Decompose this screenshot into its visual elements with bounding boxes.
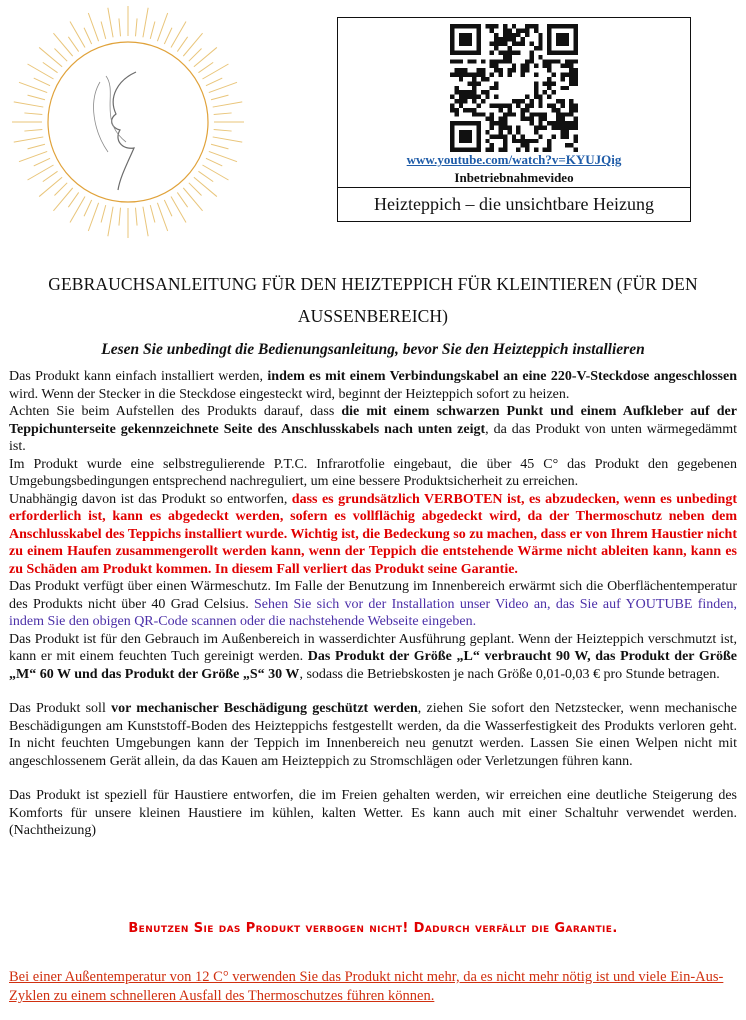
sun-ray bbox=[143, 207, 148, 237]
sun-ray bbox=[206, 158, 222, 166]
sun-ray bbox=[213, 102, 243, 107]
sun-ray bbox=[70, 22, 85, 48]
sun-ray bbox=[54, 48, 67, 61]
sun-ray bbox=[211, 144, 228, 149]
sun-ray bbox=[54, 183, 67, 196]
sun-ray bbox=[194, 177, 217, 196]
sun-ray bbox=[209, 82, 237, 92]
sun-ray bbox=[19, 82, 47, 92]
qr-center-logo bbox=[514, 80, 522, 95]
sun-ray bbox=[211, 95, 228, 100]
sun-ray bbox=[24, 129, 42, 131]
sun-ray bbox=[194, 47, 217, 66]
video-link[interactable]: www.youtube.com/watch?v=KYUJQig bbox=[406, 152, 622, 167]
sun-rays bbox=[12, 6, 244, 238]
sun-ray bbox=[119, 18, 121, 36]
sun-ray bbox=[53, 33, 72, 56]
emphasis: die mit einem schwarzen Punkt und einem Aufkleber auf der Teppichunterseite gekennzeichnete Seite des Anschlusskabels nach unten zeigt bbox=[9, 404, 737, 437]
sun-ray bbox=[88, 203, 98, 231]
sun-ray bbox=[177, 37, 187, 52]
sun-ray bbox=[14, 137, 44, 142]
sun-ray bbox=[189, 183, 202, 196]
sun-ray bbox=[70, 196, 85, 222]
sun-ray bbox=[28, 165, 54, 180]
sun-ray bbox=[108, 8, 113, 38]
text: , da das Produkt von unten wärmegedämmt ist. bbox=[9, 421, 737, 454]
video-hint: Sehen Sie sich vor der Installation unser Video an, das Sie auf YOUTUBE finden, indem Sie den obigen QR-Code scannen oder die nachstehende Webseite eingeben. bbox=[9, 596, 737, 629]
document-title-line-1: GEBRAUCHSANLEITUNG FÜR DEN HEIZTEPPICH FÜR KLEINTIEREN (FÜR DEN bbox=[48, 274, 698, 294]
document-title bbox=[10, 268, 736, 332]
sun-ray bbox=[150, 205, 155, 222]
text: , ziehen Sie sofort den Netzstecker, wenn mechanische Beschädigungen am Kunststoff-Boden des Heizteppichs festgestellt werden, da die Wasserfestigkeit des Produkts verloren geht. In nicht feuchten Umgebungen kann der Teppich im Innenbereich neu genutzt werden. Lassen Sie einen Welpen nicht mit angeschlossenem Gerät allein, da das Kauen am Heizteppich zu Stromschlägen oder Verletzungen führen kann. bbox=[9, 701, 737, 769]
sun-ray bbox=[24, 113, 42, 115]
document-subtitle: Lesen Sie unbedingt die Bedienungsanleitung, bevor Sie den Heizteppich installieren bbox=[101, 341, 645, 358]
text: Achten Sie beim Aufstellen des Produkts darauf, dass bbox=[9, 404, 342, 419]
temperature-note: Bei einer Außentemperatur von 12 C° verwenden Sie das Produkt nicht mehr, da es nicht mehr nötig ist und viele Ein-Aus-Zyklen zu einem schnelleren Ausfall des Thermoschutzes führen können. bbox=[9, 969, 724, 1004]
sun-ray bbox=[157, 13, 167, 41]
sun-ray bbox=[101, 22, 106, 39]
sun-ray bbox=[177, 192, 187, 207]
sun-ray bbox=[39, 177, 62, 196]
text: Das Produkt ist für den Gebrauch im Außenbereich in wasserdichter Ausführung geplant. Wenn der Heizteppich verschmutzt ist, kann er mit einem feuchten Tuch gereinigt werden. bbox=[9, 631, 737, 664]
warranty-warning: Benutzen Sie das Produkt verbogen nicht! Dadurch verfällt die Garantie. bbox=[128, 921, 618, 936]
logo-face-line bbox=[112, 72, 136, 190]
paragraph-outdoor bbox=[9, 631, 737, 684]
sun-ray bbox=[150, 22, 155, 39]
paragraph-ptc: Im Produkt wurde eine selbstregulierende P.T.C. Infrarotfolie eingebaut, die über 45 C° das Produkt den gegebenen Umgebungsbedingungen entsprechend nachreguliert, um eine bessere Produktsicherheit zu erreichen. bbox=[9, 456, 737, 489]
sun-ray bbox=[28, 64, 54, 79]
sun-ray bbox=[202, 165, 228, 180]
sun-ray bbox=[119, 208, 121, 226]
sun-ray bbox=[34, 158, 50, 166]
sun-ray bbox=[84, 28, 92, 44]
paragraph-cover-warning bbox=[9, 491, 737, 579]
sun-ray bbox=[84, 200, 92, 216]
text: Das Produkt kann einfach installiert werden, bbox=[9, 369, 268, 384]
text: Das Produkt soll bbox=[9, 701, 112, 716]
sun-ray bbox=[157, 203, 167, 231]
paragraph-installation bbox=[9, 368, 737, 403]
sun-ray bbox=[68, 37, 78, 52]
qr-code[interactable] bbox=[450, 24, 578, 152]
text: wird. Wenn der Stecker in die Steckdose eingesteckt wird, beginnt der Heizteppich sofort zu heizen. bbox=[9, 386, 570, 402]
sun-ray bbox=[214, 113, 232, 115]
sun-ray bbox=[171, 196, 186, 222]
sun-ray bbox=[53, 188, 72, 211]
document-title-line-2: AUSSENBEREICH) bbox=[297, 306, 449, 326]
sun-ray bbox=[43, 171, 58, 181]
sun-ray bbox=[198, 171, 213, 181]
sun-ray bbox=[183, 33, 202, 56]
paragraph-heat-protection bbox=[9, 578, 737, 631]
sun-ray bbox=[43, 62, 58, 72]
sun-ray bbox=[14, 102, 44, 107]
sun-ray bbox=[143, 8, 148, 38]
sun-ray bbox=[68, 192, 78, 207]
emphasis: Das Produkt der Größe „L“ verbraucht 90 W, das Produkt der Größe „M“ 60 W und das Produkt der Größe „S“ 30 W bbox=[9, 649, 738, 682]
logo-hair-line bbox=[94, 76, 126, 152]
instructions-body bbox=[9, 368, 737, 840]
paragraph-orientation bbox=[9, 403, 737, 456]
sun-ray bbox=[189, 48, 202, 61]
sun-ray bbox=[88, 13, 98, 41]
product-title: Heizteppich – die unsichtbare Heizung bbox=[338, 187, 690, 221]
sun-ray bbox=[202, 64, 228, 79]
sun-ray bbox=[164, 28, 172, 44]
video-caption: Inbetriebnahmevideo bbox=[454, 170, 574, 185]
text: Unabhängig davon ist das Produkt so entworfen, bbox=[9, 491, 292, 507]
sun-ray bbox=[213, 137, 243, 142]
qr-info-box bbox=[337, 17, 691, 222]
sun-ray bbox=[183, 188, 202, 211]
sun-ray bbox=[135, 208, 137, 226]
sun-ray bbox=[19, 151, 47, 161]
text: Das Produkt verfügt über einen Wärmeschutz. Im Falle der Benutzung im Innenbereich erwärmt sich die Oberflächentemperatur des Produkts nicht über 40 Grad Celsius. bbox=[9, 579, 737, 612]
sun-ray bbox=[209, 151, 237, 161]
sun-ray bbox=[198, 62, 213, 72]
sun-ray bbox=[28, 144, 45, 149]
paragraph-comfort: Das Produkt ist speziell für Haustiere entworfen, die im Freien gehalten werden, wir erreichen eine deutliche Steigerung des Komforts für unsere kleinen Haustiere im kühlen, kalten Wetter. Es kann auch mit einer Schaltuhr verwendet werden. (Nachtheizung) bbox=[9, 788, 737, 838]
sun-ray bbox=[164, 200, 172, 216]
sun-ray bbox=[214, 129, 232, 131]
sun-ray bbox=[28, 95, 45, 100]
brand-logo bbox=[8, 2, 248, 242]
sun-ray bbox=[206, 78, 222, 86]
paragraph-mechanical bbox=[9, 700, 737, 770]
sun-ray bbox=[34, 78, 50, 86]
red-warning: dass es grundsätzlich VERBOTEN ist, es abzudecken, wenn es unbedingt erforderlich ist, kann es abgedeckt werden, sofern es vollflächig abgedeckt wird, da der Thermoschutz neben dem Anschlusskabel des Teppichs installiert wurde. Wichtig ist, die Bedeckung so zu machen, dass er von Ihrem Haustier nicht zu einem Haufen zusammengerollt werden kann, wenn der Teppich die entstehende Wärme nicht ableiten kann, kann es zu Schäden am Produkt kommen. In diesem Fall verliert das Produkt seine Garantie. bbox=[9, 491, 737, 577]
sun-ray bbox=[171, 22, 186, 48]
sun-ray bbox=[108, 207, 113, 237]
emphasis: indem es mit einem Verbindungskabel an eine 220-V-Steckdose angeschlossen bbox=[267, 369, 737, 384]
logo-crescent bbox=[128, 42, 208, 202]
sun-ray bbox=[135, 18, 137, 36]
emphasis: vor mechanischer Beschädigung geschützt werden bbox=[111, 701, 418, 716]
sun-ray bbox=[39, 47, 62, 66]
text: , sodass die Betriebskosten je nach Größe 0,01-0,03 € pro Stunde betragen. bbox=[299, 666, 720, 682]
logo-text: Gemütlichkeit & Wohlbefinden für Ihr Tier bbox=[154, 49, 209, 167]
sun-ray bbox=[101, 205, 106, 222]
